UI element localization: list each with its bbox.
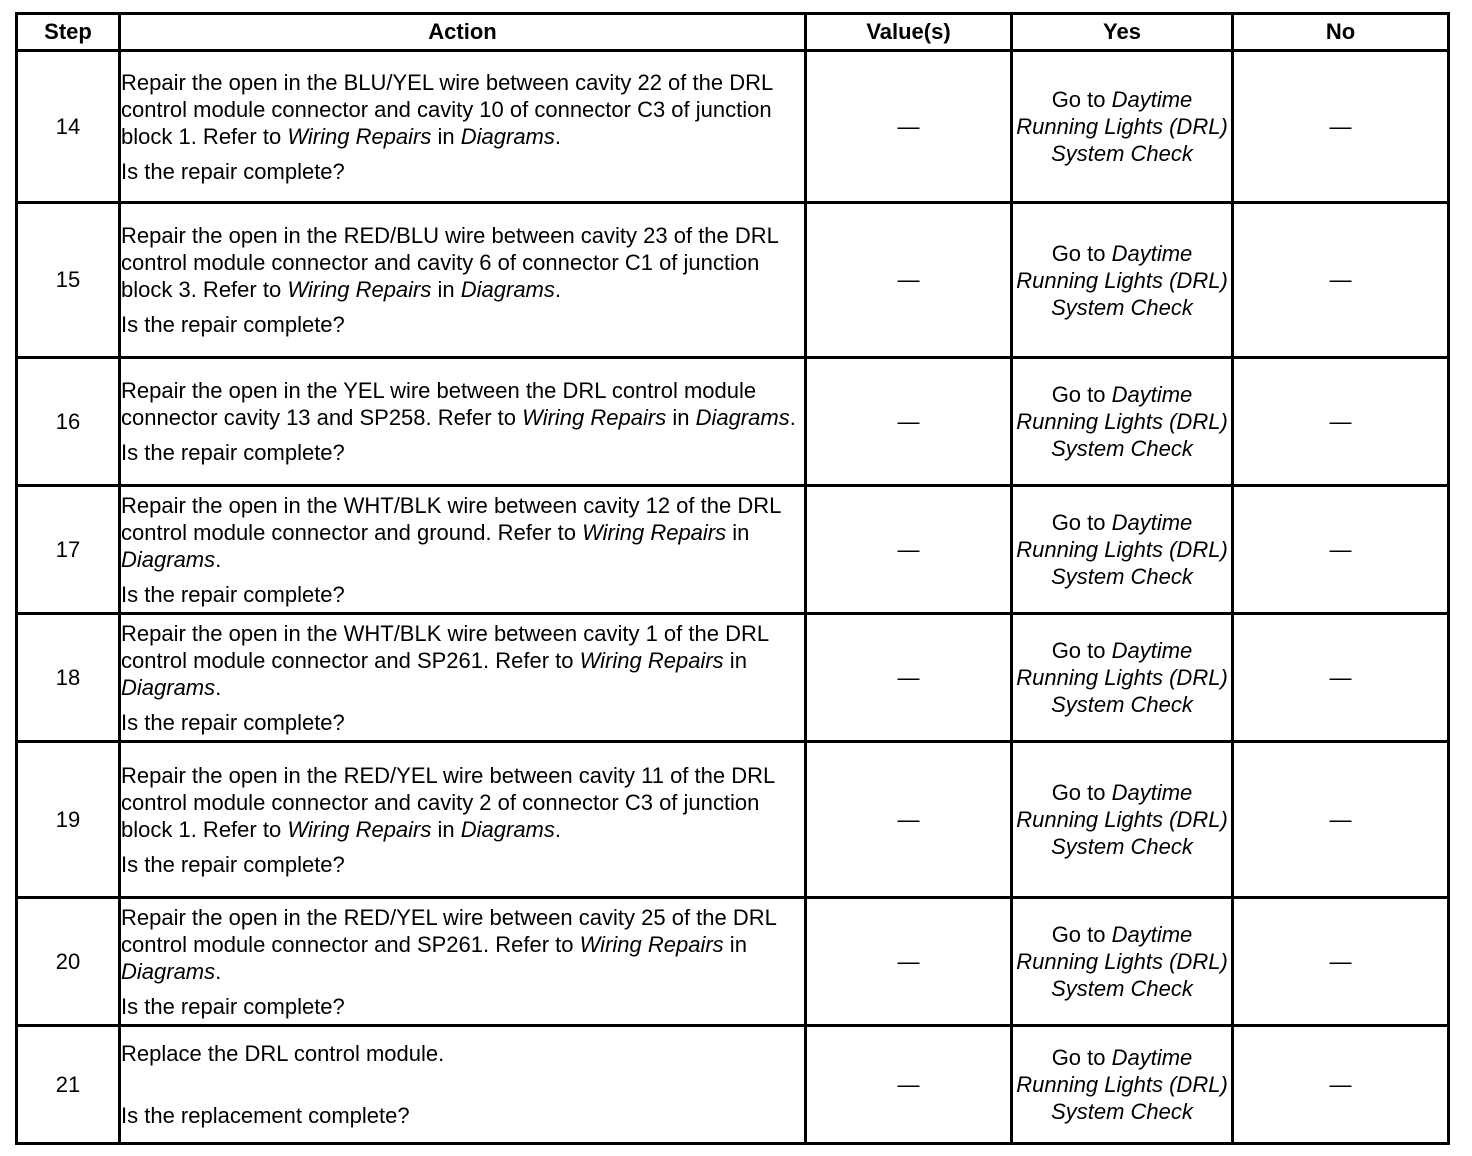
yes-cell xyxy=(1012,358,1233,486)
period: . xyxy=(215,958,222,984)
yes-prefix: Go to xyxy=(1051,780,1112,805)
diagrams-ref: Diagrams xyxy=(121,674,216,700)
action-instruction xyxy=(121,222,804,303)
action-text: Repair the open in the RED/YEL wire between cavity 11 of the DRL control module connector and cavity 2 of connector C3 of junction block 1. Refer to xyxy=(121,762,775,842)
no-cell: — xyxy=(1233,486,1449,614)
action-instruction xyxy=(121,904,804,985)
diagrams-ref: Diagrams xyxy=(460,816,555,842)
wiring-repairs-ref: Wiring Repairs xyxy=(287,816,432,842)
header-action: Action xyxy=(120,14,806,51)
period: . xyxy=(554,123,562,149)
drl-system-check-link[interactable]: Daytime Running Lights (DRL) System Check xyxy=(1016,638,1228,717)
table-row xyxy=(17,742,1449,898)
drl-system-check-link[interactable]: Daytime Running Lights (DRL) System Check xyxy=(1016,87,1228,166)
header-values: Value(s) xyxy=(806,14,1012,51)
action-question: Is the repair complete? xyxy=(121,709,345,735)
yes-prefix: Go to xyxy=(1051,922,1112,947)
yes-prefix: Go to xyxy=(1051,382,1112,407)
period: . xyxy=(554,277,562,302)
yes-cell xyxy=(1012,742,1233,898)
diagrams-ref: Diagrams xyxy=(460,123,555,149)
refer-in: in xyxy=(431,277,461,302)
drl-system-check-link[interactable]: Daytime Running Lights (DRL) System Check xyxy=(1016,240,1228,320)
action-text: Repair the open in the WHT/BLK wire between cavity 12 of the DRL control module connector and ground. Refer to xyxy=(121,492,781,545)
diagrams-ref: Diagrams xyxy=(460,277,555,302)
action-text: Repair the open in the RED/YEL wire between cavity 25 of the DRL control module connector and SP261. Refer to xyxy=(121,904,777,957)
no-cell: — xyxy=(1233,358,1449,486)
diagnostic-table-page xyxy=(15,12,1447,1145)
step-number: 20 xyxy=(17,898,120,1026)
yes-cell xyxy=(1012,898,1233,1026)
action-question: Is the repair complete? xyxy=(121,158,345,184)
wiring-repairs-ref: Wiring Repairs xyxy=(579,647,724,673)
header-yes: Yes xyxy=(1012,14,1233,51)
header-no: No xyxy=(1233,14,1449,51)
refer-in: in xyxy=(726,519,750,545)
header-step: Step xyxy=(17,14,120,51)
step-number: 14 xyxy=(17,51,120,203)
diagnostic-table xyxy=(15,12,1450,1145)
no-cell: — xyxy=(1233,1026,1449,1144)
action-cell xyxy=(120,742,806,898)
action-instruction xyxy=(121,762,804,843)
refer-in: in xyxy=(666,405,696,430)
step-number: 17 xyxy=(17,486,120,614)
wiring-repairs-ref: Wiring Repairs xyxy=(287,123,432,149)
action-text: Repair the open in the YEL wire between the DRL control module connector cavity 13 and SP258. Refer to xyxy=(121,378,757,430)
yes-prefix: Go to xyxy=(1051,510,1112,535)
diagrams-ref: Diagrams xyxy=(695,405,790,430)
value-cell: — xyxy=(806,203,1012,358)
period: . xyxy=(789,405,796,430)
period: . xyxy=(554,816,562,842)
value-cell: — xyxy=(806,51,1012,203)
action-instruction xyxy=(121,69,804,150)
action-cell xyxy=(120,486,806,614)
no-cell: — xyxy=(1233,614,1449,742)
action-question: Is the repair complete? xyxy=(121,312,345,337)
value-cell: — xyxy=(806,742,1012,898)
wiring-repairs-ref: Wiring Repairs xyxy=(287,277,432,302)
action-instruction xyxy=(121,620,804,701)
yes-cell xyxy=(1012,203,1233,358)
table-row xyxy=(17,51,1449,203)
table-row xyxy=(17,486,1449,614)
step-number: 16 xyxy=(17,358,120,486)
drl-system-check-link[interactable]: Daytime Running Lights (DRL) System Check xyxy=(1016,780,1228,859)
wiring-repairs-ref: Wiring Repairs xyxy=(522,405,667,430)
yes-cell xyxy=(1012,614,1233,742)
action-instruction: Replace the DRL control module. xyxy=(121,1041,445,1066)
action-cell xyxy=(120,898,806,1026)
yes-cell xyxy=(1012,486,1233,614)
step-number: 19 xyxy=(17,742,120,898)
step-number: 18 xyxy=(17,614,120,742)
action-cell xyxy=(120,203,806,358)
drl-system-check-link[interactable]: Daytime Running Lights (DRL) System Check xyxy=(1016,510,1228,589)
action-cell xyxy=(120,1026,806,1144)
refer-in: in xyxy=(723,647,747,673)
wiring-repairs-ref: Wiring Repairs xyxy=(579,931,724,957)
period: . xyxy=(215,674,222,700)
action-cell xyxy=(120,51,806,203)
drl-system-check-link[interactable]: Daytime Running Lights (DRL) System Check xyxy=(1016,382,1228,461)
refer-in: in xyxy=(723,931,747,957)
table-row xyxy=(17,1026,1449,1144)
no-cell: — xyxy=(1233,742,1449,898)
action-instruction xyxy=(121,377,804,431)
drl-system-check-link[interactable]: Daytime Running Lights (DRL) System Check xyxy=(1016,1045,1228,1124)
yes-prefix: Go to xyxy=(1051,87,1112,112)
action-text: Repair the open in the RED/BLU wire between cavity 23 of the DRL control module connector and cavity 6 of connector C1 of junction block 3. Refer to xyxy=(121,223,779,302)
refer-in: in xyxy=(431,816,461,842)
table-row xyxy=(17,898,1449,1026)
diagrams-ref: Diagrams xyxy=(121,958,216,984)
wiring-repairs-ref: Wiring Repairs xyxy=(582,519,727,545)
action-cell xyxy=(120,614,806,742)
table-row xyxy=(17,203,1449,358)
table-header-row xyxy=(17,14,1449,51)
diagrams-ref: Diagrams xyxy=(121,546,216,572)
yes-cell xyxy=(1012,1026,1233,1144)
action-question: Is the repair complete? xyxy=(121,993,345,1019)
value-cell: — xyxy=(806,898,1012,1026)
action-question: Is the repair complete? xyxy=(121,851,345,877)
yes-prefix: Go to xyxy=(1051,1045,1112,1070)
table-row xyxy=(17,614,1449,742)
period: . xyxy=(215,546,222,572)
action-instruction xyxy=(121,492,804,573)
step-number: 15 xyxy=(17,203,120,358)
yes-prefix: Go to xyxy=(1051,240,1112,266)
drl-system-check-link[interactable]: Daytime Running Lights (DRL) System Check xyxy=(1016,922,1228,1001)
action-cell xyxy=(120,358,806,486)
action-text: Repair the open in the WHT/BLK wire between cavity 1 of the DRL control module connector and SP261. Refer to xyxy=(121,620,769,673)
value-cell: — xyxy=(806,486,1012,614)
table-row xyxy=(17,358,1449,486)
value-cell: — xyxy=(806,614,1012,742)
no-cell: — xyxy=(1233,898,1449,1026)
no-cell: — xyxy=(1233,203,1449,358)
yes-prefix: Go to xyxy=(1051,638,1112,663)
refer-in: in xyxy=(431,123,461,149)
action-question: Is the repair complete? xyxy=(121,440,345,465)
action-question: Is the replacement complete? xyxy=(121,1103,410,1128)
value-cell: — xyxy=(806,1026,1012,1144)
action-question: Is the repair complete? xyxy=(121,581,345,607)
value-cell: — xyxy=(806,358,1012,486)
yes-cell xyxy=(1012,51,1233,203)
action-text: Repair the open in the BLU/YEL wire between cavity 22 of the DRL control module connector and cavity 10 of connector C3 of junction block 1. Refer to xyxy=(121,69,773,149)
no-cell: — xyxy=(1233,51,1449,203)
step-number: 21 xyxy=(17,1026,120,1144)
